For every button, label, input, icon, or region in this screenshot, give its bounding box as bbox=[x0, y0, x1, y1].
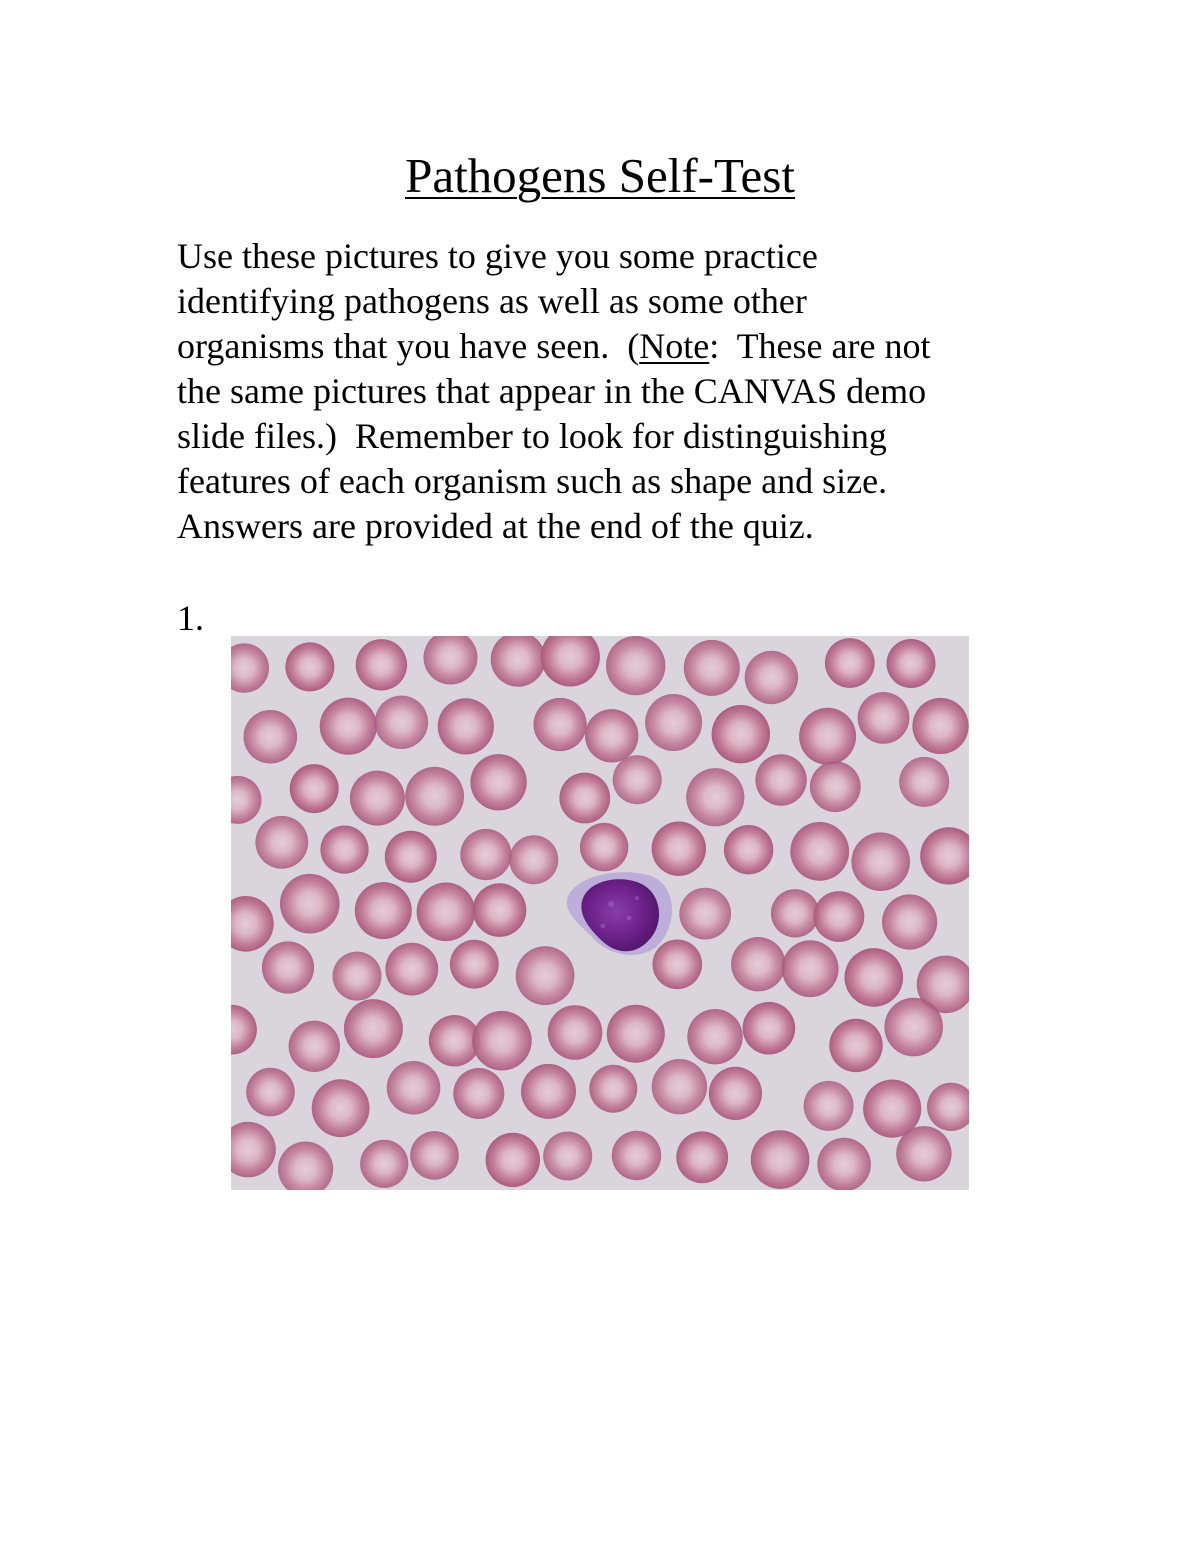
red-blood-cell bbox=[782, 940, 839, 997]
red-blood-cell bbox=[285, 642, 334, 691]
red-blood-cell bbox=[884, 998, 943, 1057]
red-blood-cell bbox=[244, 710, 298, 764]
red-blood-cell bbox=[450, 940, 499, 989]
red-blood-cell bbox=[724, 825, 773, 874]
blood-smear-micrograph bbox=[231, 636, 969, 1190]
red-blood-cell bbox=[679, 888, 731, 940]
red-blood-cell bbox=[360, 1140, 408, 1188]
micrograph-blood-smear-icon bbox=[231, 636, 969, 1190]
red-blood-cell bbox=[709, 1067, 762, 1120]
red-blood-cell bbox=[350, 771, 405, 826]
red-blood-cell bbox=[804, 1081, 854, 1131]
red-blood-cell bbox=[355, 882, 412, 939]
red-blood-cell bbox=[385, 831, 437, 883]
note-label: Note bbox=[639, 326, 710, 366]
red-blood-cell bbox=[559, 773, 610, 824]
red-blood-cell bbox=[712, 705, 770, 763]
red-blood-cell bbox=[255, 816, 308, 869]
red-blood-cell bbox=[771, 889, 819, 937]
red-blood-cell bbox=[580, 823, 628, 871]
red-blood-cell bbox=[320, 698, 377, 755]
red-blood-cell bbox=[385, 943, 438, 996]
red-blood-cell bbox=[684, 640, 740, 696]
red-blood-cell bbox=[543, 1132, 592, 1181]
red-blood-cell bbox=[534, 698, 587, 751]
red-blood-cell bbox=[344, 999, 403, 1058]
red-blood-cell bbox=[460, 829, 511, 880]
page-title: Pathogens Self-Test bbox=[405, 148, 795, 203]
red-blood-cell bbox=[486, 1133, 540, 1187]
red-blood-cell bbox=[473, 883, 527, 937]
red-blood-cell bbox=[606, 636, 665, 695]
red-blood-cell bbox=[607, 1005, 665, 1063]
intro-line: the same pictures that appear in the CANVAS demo bbox=[177, 371, 927, 411]
red-blood-cell bbox=[743, 1002, 796, 1055]
red-blood-cell bbox=[246, 1068, 295, 1117]
red-blood-cell bbox=[851, 832, 910, 891]
red-blood-cell bbox=[453, 1068, 504, 1119]
red-blood-cell bbox=[356, 639, 407, 690]
red-blood-cell bbox=[387, 1061, 441, 1115]
red-blood-cell bbox=[676, 1131, 728, 1183]
red-blood-cell bbox=[858, 692, 910, 744]
red-blood-cell bbox=[289, 1021, 340, 1072]
red-blood-cell bbox=[262, 941, 314, 993]
red-blood-cell bbox=[585, 709, 638, 762]
red-blood-cell bbox=[829, 1019, 882, 1072]
red-blood-cell bbox=[613, 755, 662, 804]
red-blood-cell bbox=[731, 937, 785, 991]
red-blood-cell bbox=[687, 1009, 742, 1064]
red-blood-cell bbox=[845, 948, 904, 1007]
intro-line-start: organisms that you have seen. ( bbox=[177, 326, 640, 366]
red-blood-cell bbox=[899, 757, 949, 807]
red-blood-cell bbox=[810, 761, 861, 812]
intro-line: slide files.) Remember to look for distinguishing bbox=[177, 416, 887, 456]
red-blood-cell bbox=[410, 1131, 459, 1180]
red-blood-cell bbox=[612, 1131, 661, 1180]
red-blood-cell bbox=[375, 696, 428, 749]
red-blood-cell bbox=[521, 1064, 576, 1119]
red-blood-cell bbox=[817, 1138, 871, 1190]
red-blood-cell bbox=[589, 1065, 637, 1113]
red-blood-cell bbox=[912, 698, 968, 754]
red-blood-cell bbox=[312, 1079, 370, 1137]
red-blood-cell bbox=[438, 698, 494, 754]
red-blood-cell bbox=[516, 946, 575, 1005]
red-blood-cell bbox=[320, 826, 368, 874]
intro-line: Answers are provided at the end of the quiz. bbox=[177, 506, 814, 546]
red-blood-cell bbox=[509, 835, 558, 884]
red-blood-cell bbox=[814, 891, 865, 942]
red-blood-cell bbox=[645, 694, 702, 751]
red-blood-cell bbox=[653, 940, 703, 990]
intro-line: features of each organism such as shape and size. bbox=[177, 461, 888, 501]
red-blood-cell bbox=[686, 768, 744, 826]
red-blood-cell bbox=[280, 874, 340, 934]
red-blood-cell bbox=[405, 767, 464, 826]
question-number: 1. bbox=[177, 598, 204, 638]
note-rest: : These are not bbox=[709, 326, 931, 366]
red-blood-cell bbox=[825, 638, 875, 688]
red-blood-cell bbox=[290, 764, 339, 813]
red-blood-cell bbox=[887, 639, 936, 688]
red-blood-cell bbox=[652, 1059, 707, 1114]
red-blood-cell bbox=[548, 1005, 603, 1060]
red-blood-cell bbox=[745, 651, 798, 704]
red-blood-cell bbox=[333, 952, 382, 1001]
red-blood-cell bbox=[896, 1126, 951, 1181]
intro-line bbox=[177, 324, 1037, 369]
intro-line: Use these pictures to give you some practice bbox=[177, 236, 818, 276]
red-blood-cell bbox=[755, 754, 806, 805]
red-blood-cell bbox=[751, 1130, 810, 1189]
red-blood-cell bbox=[790, 822, 849, 881]
red-blood-cell bbox=[472, 1011, 532, 1071]
red-blood-cell bbox=[799, 708, 856, 765]
red-blood-cell bbox=[652, 822, 706, 876]
intro-paragraph bbox=[177, 234, 1037, 549]
red-blood-cell bbox=[882, 894, 937, 949]
red-blood-cell bbox=[417, 883, 476, 942]
intro-line: identifying pathogens as well as some other bbox=[177, 281, 807, 321]
red-blood-cell bbox=[470, 754, 526, 810]
